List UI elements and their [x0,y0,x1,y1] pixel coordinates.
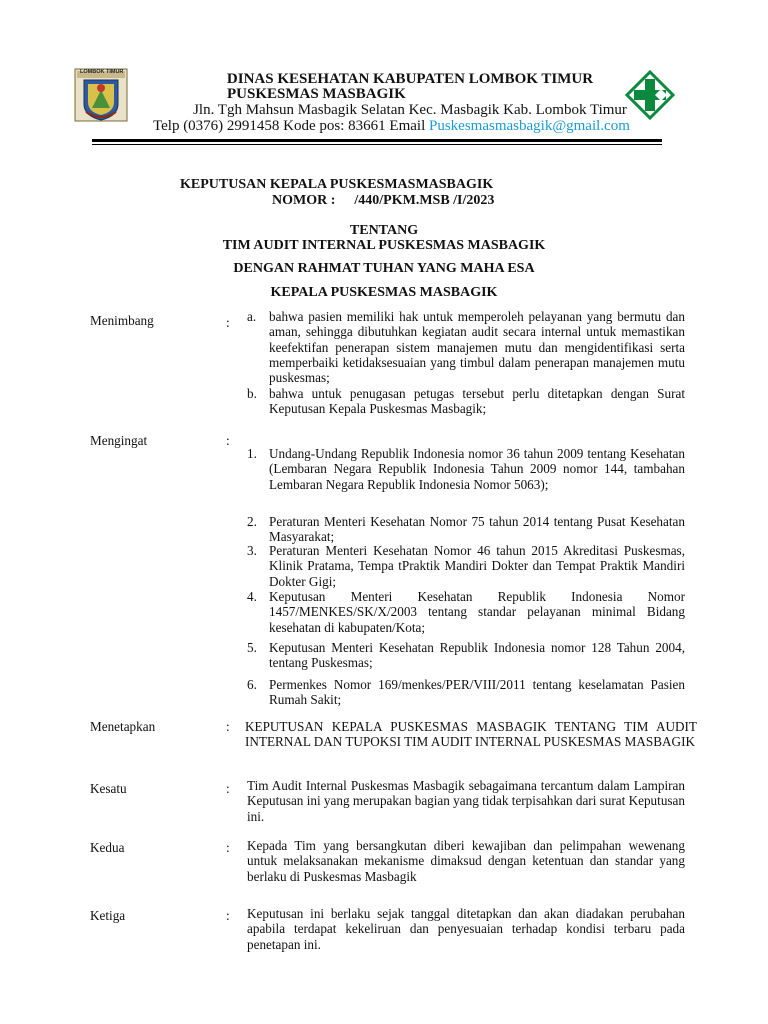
kedua-text: Kepada Tim yang bersangkutan diberi kewajiban dan pelimpahan wewenang untuk melaksanakan mekanisme dimaksud dengan ketentuan dan standar yang berlaku di Puskesmas Masbagik [247,838,685,884]
mengingat-item-5: Keputusan Menteri Kesehatan Republik Indonesia nomor 128 Tahun 2004, tentang Puskesmas; [269,640,685,671]
ketiga-colon: : [226,908,230,923]
mengingat-item-1: Undang-Undang Republik Indonesia nomor 36 tahun 2009 tentang Kesehatan (Lembaran Negara Republik Indonesia Tahun 2009 nomor 144, tambahan Lembaran Negara Republik Indonesia Nomor 5063); [269,446,685,492]
mengingat-marker-3: 3. [247,543,257,558]
kesatu-colon: : [226,781,230,796]
menetapkan-colon: : [226,719,230,734]
decree-number [272,193,494,209]
regency-logo [74,68,128,122]
mengingat-marker-2: 2. [247,514,257,529]
mengingat-marker-6: 6. [247,677,257,692]
mengingat-item-4: Keputusan Menteri Kesehatan Republik Indonesia Nomor 1457/MENKES/SK/X/2003 tentang standar pelayanan minimal Bidang kesehatan di kabupaten/Kota; [269,589,685,635]
contact-text: Telp (0376) 2991458 Kode pos: 83661 Email [153,118,429,134]
mengingat-item-6: Permenkes Nomor 169/menkes/PER/VIII/2011 tentang keselamatan Pasien Rumah Sakit; [269,677,685,708]
kedua-label: Kedua [90,840,125,855]
menimbang-item-b: bahwa untuk penugasan petugas tersebut perlu ditetapkan dengan Surat Keputusan Kepala Puskesmas Masbagik; [269,386,685,417]
invocation: DENGAN RAHMAT TUHAN YANG MAHA ESA [233,261,535,276]
ketiga-text: Keputusan ini berlaku sejak tanggal ditetapkan dan akan diadakan perubahan apabila terdapat kekeliruan dan penyesuaian terhadap kondisi terbaru pada penetapan ini. [247,906,685,952]
mengingat-marker-1: 1. [247,446,257,461]
ketiga-label: Ketiga [90,908,126,923]
mengingat-item-2: Peraturan Menteri Kesehatan Nomor 75 tahun 2014 tentang Pusat Kesehatan Masyarakat; [269,514,685,545]
mengingat-item-3: Peraturan Menteri Kesehatan Nomor 46 tahun 2015 Akreditasi Puskesmas, Klinik Pratama, Tempa tPraktik Mandiri Dokter dan Tempat Praktik Mandiri Dokter Gigi; [269,543,685,589]
mengingat-marker-4: 4. [247,589,257,604]
kesatu-label: Kesatu [90,781,127,796]
tentang-heading: TENTANG [349,223,419,238]
nomor-value: /440/PKM.MSB /I/2023 [354,193,495,208]
menimbang-marker-b: b. [247,386,257,401]
kedua-colon: : [226,840,230,855]
logo-caption: LOMBOK TIMUR [80,69,124,75]
org-name: DINAS KESEHATAN KABUPATEN LOMBOK TIMUR [226,71,594,87]
menimbang-marker-a: a. [247,309,257,324]
org-address: Jln. Tgh Mahsun Masbagik Selatan Kec. Masbagik Kab. Lombok Timur [193,102,627,118]
letterhead-rule-thin [92,144,662,145]
mengingat-colon: : [226,433,230,448]
puskesmas-logo [625,70,675,120]
nomor-label: NOMOR : [272,193,336,208]
menimbang-colon: : [226,315,230,330]
decree-subject: TIM AUDIT INTERNAL PUSKESMAS MASBAGIK [222,238,546,253]
menimbang-label: Menimbang [90,313,154,328]
issuer-heading: KEPALA PUSKESMAS MASBAGIK [270,285,498,300]
menimbang-item-a: bahwa pasien memiliki hak untuk memperoleh pelayanan yang bermutu dan aman, sehingga dibutuhkan kegiatan audit secara internal untuk memastikan keefektifan penerapan sistem manajemen mutu dan mengidentifikasi serta memperbaiki ketidaksesuaian yang timbul dalam penerapan manajemen mutu puskesmas; [269,309,685,386]
org-contact [153,118,630,135]
mengingat-marker-5: 5. [247,640,257,655]
decree-title: KEPUTUSAN KEPALA PUSKESMASMASBAGIK [180,177,494,192]
kesatu-text: Tim Audit Internal Puskesmas Masbagik sebagaimana tercantum dalam Lampiran Keputusan ini yang merupakan bagian yang tidak terpisahkan dari surat Keputusan ini. [247,778,685,824]
letterhead-rule-thick [92,139,662,142]
org-subname: PUSKESMAS MASBAGIK [227,86,406,102]
email-link[interactable]: Puskesmasmasbagik@gmail.com [429,118,630,134]
menetapkan-label: Menetapkan [90,719,156,734]
menetapkan-text: KEPUTUSAN KEPALA PUSKESMAS MASBAGIK TENTANG TIM AUDIT INTERNAL DAN TUPOKSI TIM AUDIT INTERNAL PUSKESMAS MASBAGIK [245,719,697,750]
mengingat-label: Mengingat [90,433,148,448]
